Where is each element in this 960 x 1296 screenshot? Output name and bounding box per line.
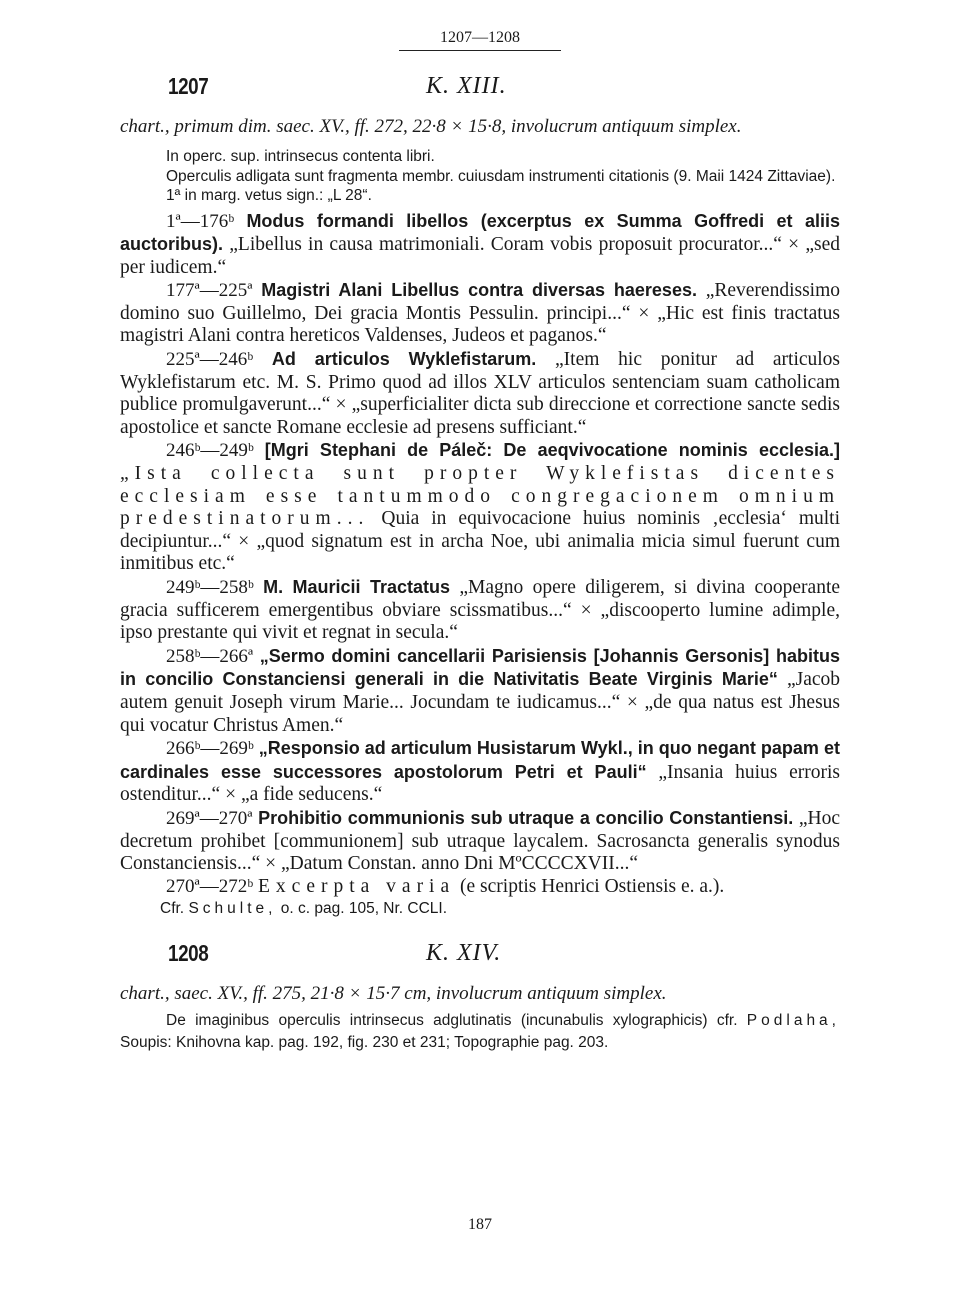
item-text: „Insania huius erroris ostenditur...“ × „a fide seducens.“: [120, 761, 841, 806]
item-text: „Libellus in causa matrimoniali. Coram vobis proposuit procurator...“ × „sed per iudicem.“: [120, 234, 840, 278]
entry-description: chart., saec. XV., ff. 275, 21·8 × 15·7 cm, involucrum antiquum simplex.: [120, 983, 667, 1005]
folio-range: 269ª—270ª: [166, 807, 253, 829]
bibliography-reference: [120, 898, 840, 920]
content-item: [120, 807, 840, 876]
note-start: De imaginibus operculis intrinsecus adglutinatis (incunabulis xylographicis) cfr.: [166, 1012, 738, 1030]
entry-1207-header: [120, 73, 840, 115]
note-end: Soupis: Knihovna kap. pag. 192, fig. 230 et 231; Topographie pag. 203.: [120, 1034, 609, 1052]
cfr-author: Schulte,: [188, 900, 277, 918]
entry-number: 1208: [168, 940, 209, 967]
page: [120, 28, 840, 1054]
note: 1ª in marg. vetus sign.: „L 28“.: [166, 187, 372, 204]
cfr-prefix: Cfr.: [160, 900, 185, 918]
folio-range: 266ᵇ—269ᵇ: [166, 738, 254, 760]
item-text: (e scriptis Henrici Ostiensis e. a.).: [460, 875, 725, 897]
content-item: [120, 876, 840, 899]
note: In operc. sup. intrinsecus contenta libri.: [166, 148, 435, 165]
folio-range: 177ª—225ª: [166, 280, 253, 302]
folio-range: 1ª—176ᵇ: [166, 210, 235, 232]
folio-range: 225ª—246ᵇ: [166, 349, 254, 371]
entry-1208-header: [120, 940, 840, 982]
content-item: [120, 279, 840, 348]
note: Operculis adligata sunt fragmenta membr. cuiusdam instrumenti citationis (9. Maii 1424 Zittaviae).: [166, 167, 836, 185]
entry-signature: K. XIV.: [426, 940, 502, 967]
running-head: 1207—1208: [440, 29, 520, 46]
spaced-text: Excerpta varia: [258, 875, 456, 897]
item-text: „Reverendissimo domino suo Guillelmo, Dei gracia Montis Pessulin. principi...“ × „Hic est finis tractatus magistri Alani contra hereticos Valdenses, Judeos et paganos.“: [120, 280, 841, 347]
page-number: 187: [468, 1216, 492, 1233]
content-item: [120, 210, 840, 280]
spaced-text: „Ista collecta sunt propter Wyklefistas dicentes ecclesiam esse tantummodo congregacionem omnium predestinatorum...: [120, 463, 840, 530]
item-title: Ad articulos Wyklefistarum.: [271, 349, 537, 370]
item-text: „Magno opere diligerem, si divina cooperante gracia sufficerem emergentibus obviare scissmatibus...“ × „discooperto lumine adimple, ipso prestante qui vivit et regnat in secula.“: [120, 577, 841, 644]
content-item: [120, 348, 840, 439]
folio-range: 270ª—272ᵇ: [166, 875, 254, 897]
item-title: Prohibitio communionis sub utraque a concilio Constantiensi.: [258, 807, 794, 828]
cfr-rest: o. c. pag. 105, Nr. CCLI.: [280, 900, 448, 918]
item-title: „Sermo domini cancellarii Parisiensis [Johannis Gersonis] habitus in concilio Constanciensi generali in die Nativitatis Beate Virginis Marie“: [120, 645, 840, 690]
content-item: [120, 737, 840, 807]
item-title: M. Mauricii Tractatus: [263, 577, 451, 597]
content-item: [120, 645, 840, 737]
item-title: „Responsio ad articulum Husistarum Wykl., in quo negant papam et cardinales esse successores apostolorum Petri et Pauli“: [120, 738, 841, 782]
item-text: „Item hic ponitur ad articulos Wyklefistarum etc. M. S. Primo quod ad illos XLV articulos sentenciam suam catholicam publice promulgaverunt...“ × „superficialiter dicta sub direccione et correctione sancte sedis apostolice et sancte Romane ecclesie ad presens sufficiant.“: [120, 349, 841, 438]
note-author: Podlaha,: [746, 1012, 840, 1030]
content-item: [120, 439, 840, 576]
item-title: Magistri Alani Libellus contra diversas haereses.: [261, 280, 697, 301]
folio-range: 246ᵇ—249ᵇ: [166, 440, 254, 462]
folio-range: 249ᵇ—258ᵇ: [166, 577, 254, 598]
item-text: „Jacob autem genuit Joseph virum Marie... Jocundam te iudicamus...“ × „de qua natus est Jhesus qui vocatur Christus Amen.“: [120, 669, 841, 736]
content-item: [120, 576, 840, 645]
running-head-rule: [399, 50, 561, 51]
folio-range: 258ᵇ—266ª: [166, 645, 254, 667]
item-text: Quia in equivocacione huius nominis ‚ecclesia‘ multi decipiuntur...“ × „quod signatum est in archa Noe, ubi animalia micia simul fuerunt cum inmitibus etc.“: [120, 508, 841, 575]
entry-description: chart., primum dim. saec. XV., ff. 272, 22·8 × 15·8, involucrum antiquum simplex.: [120, 116, 742, 137]
item-text: „Hoc decretum prohibet [communionem] sub utraque laycalem. Sacrosancta generalis synodus Constanciensis...“ × „Datum Constan. anno Dni MºCCCCXVII...“: [120, 807, 841, 875]
entry-number: 1207: [168, 73, 209, 99]
entry-signature: K. XIII.: [426, 73, 507, 99]
item-title: Modus formandi libellos (excerptus ex Summa Goffredi et aliis auctoribus).: [120, 210, 841, 255]
note: [120, 1010, 840, 1054]
item-title: [Mgri Stephani de Páleč: De aeqvivocatione nominis ecclesia.]: [264, 440, 841, 461]
